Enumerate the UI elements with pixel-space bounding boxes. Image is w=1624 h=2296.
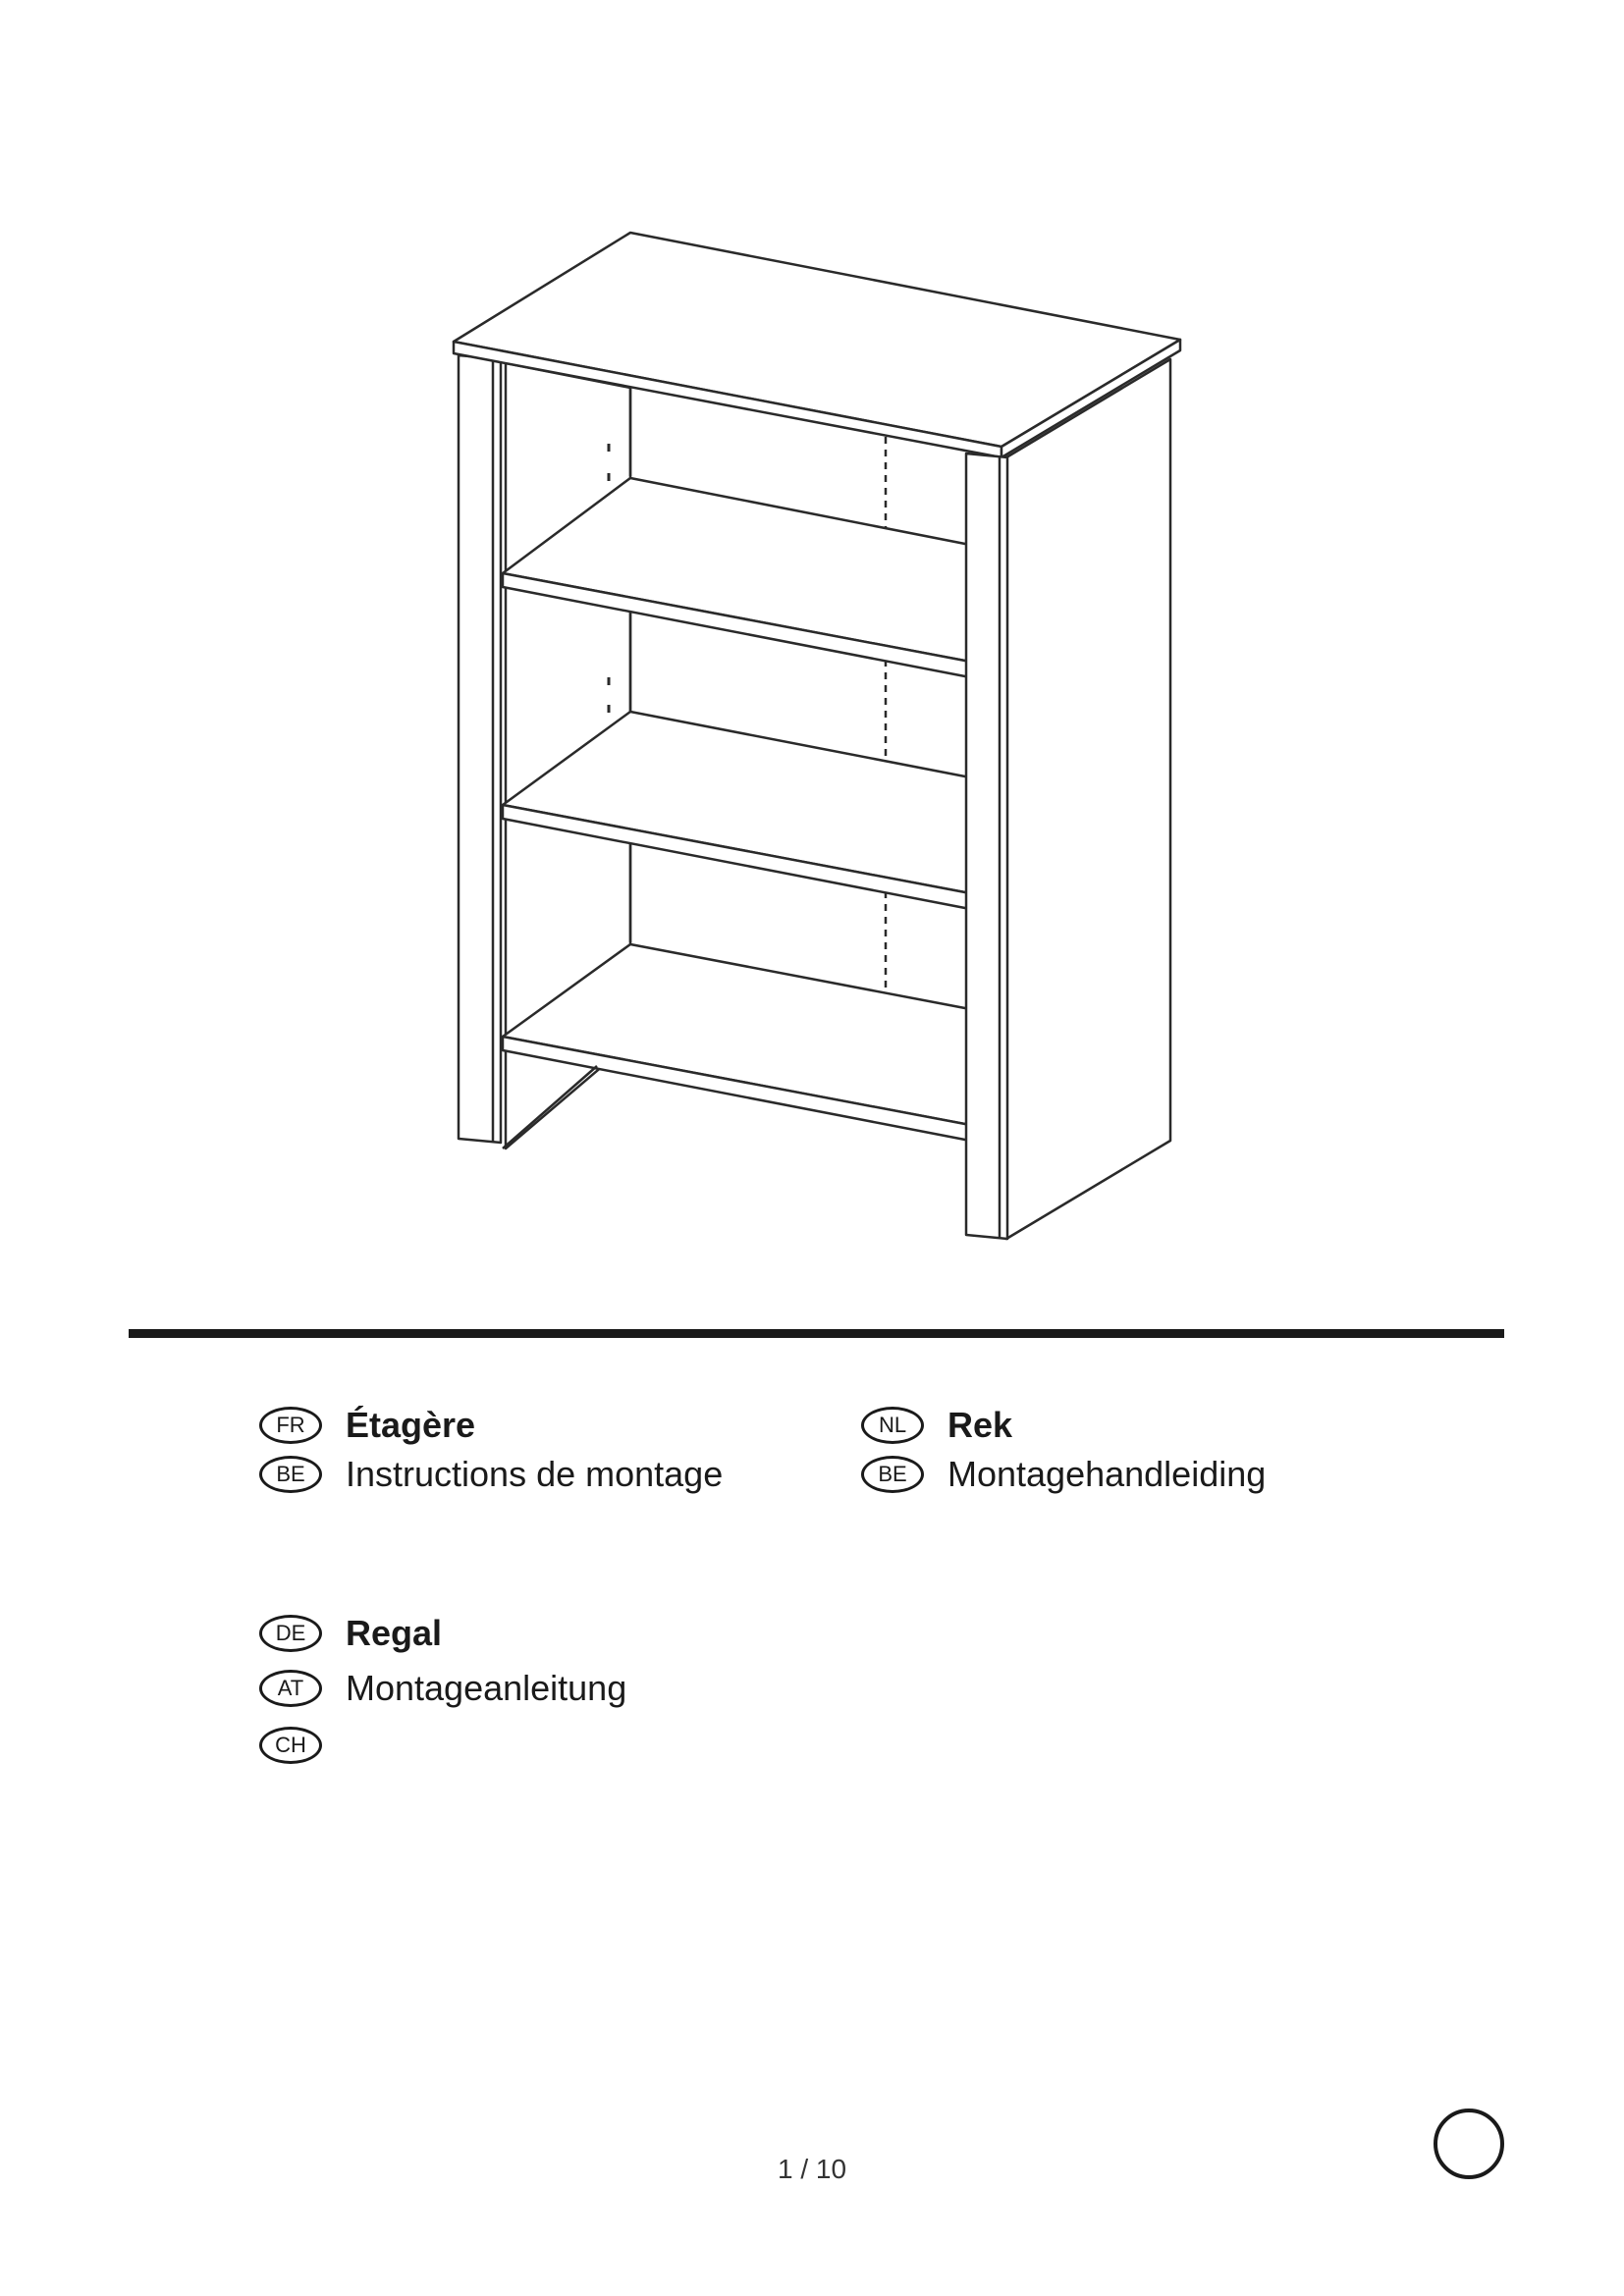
country-badge-de: DE: [259, 1615, 322, 1652]
instructions-title-nl: Montagehandleiding: [947, 1454, 1267, 1494]
country-badge-be: BE: [861, 1456, 924, 1493]
country-badge-at: AT: [259, 1670, 322, 1707]
country-badge-ch: CH: [259, 1727, 322, 1764]
page-number: 1 / 10: [777, 2154, 847, 2184]
country-badge-be: BE: [259, 1456, 322, 1493]
country-badge-fr: FR: [259, 1407, 322, 1444]
right-side-panel: [1006, 359, 1170, 1239]
product-name-nl: Rek: [947, 1405, 1013, 1445]
country-badge-nl: NL: [861, 1407, 924, 1444]
product-name-fr: Étagère: [346, 1405, 476, 1445]
instructions-title-fr: Instructions de montage: [346, 1454, 724, 1494]
divider-rule: [129, 1329, 1504, 1338]
left-side-panel: [459, 355, 501, 1143]
product-name-de: Regal: [346, 1613, 443, 1653]
language-block-fr-be: [259, 1402, 809, 1510]
language-block-de-at-ch: [259, 1610, 809, 1777]
corner-circle-mark: [1434, 2109, 1504, 2179]
right-front-panel: [966, 454, 1007, 1239]
instructions-title-de: Montageanleitung: [346, 1668, 627, 1708]
language-block-nl-be: [861, 1402, 1411, 1510]
